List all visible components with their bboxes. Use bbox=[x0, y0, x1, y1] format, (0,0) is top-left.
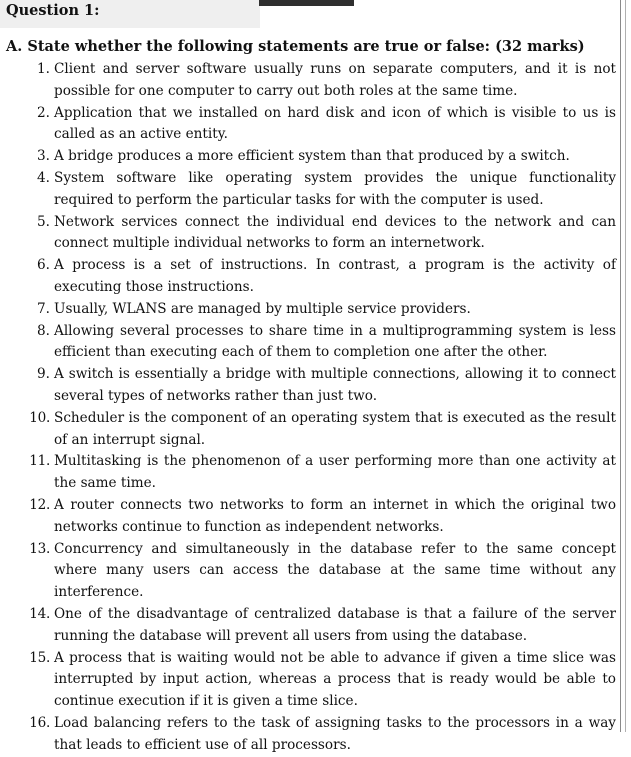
statement-item bbox=[20, 321, 616, 365]
statement-item bbox=[20, 495, 616, 539]
statement-item bbox=[20, 212, 616, 256]
statement-text: Allowing several processes to share time in a multiprogramming system is less efficient than executing each of them to completion one after the other. bbox=[54, 322, 616, 361]
page-edge-divider bbox=[625, 0, 626, 732]
statement-text: Usually, WLANS are managed by multiple service providers. bbox=[54, 300, 471, 317]
statement-text: One of the disadvantage of centralized database is that a failure of the server running the database will prevent all users from using the database. bbox=[54, 605, 616, 644]
statement-number: 12. bbox=[29, 496, 50, 513]
statement-item bbox=[20, 59, 616, 103]
statement-text: A router connects two networks to form an internet in which the original two networks continue to function as independent networks. bbox=[54, 496, 616, 535]
statement-text: Application that we installed on hard disk and icon of which is visible to us is called as an active entity. bbox=[54, 104, 616, 143]
statement-text: A process that is waiting would not be able to advance if given a time slice was interrupted by input action, whereas a process that is ready would be able to continue execution if it is given a time slice. bbox=[54, 649, 616, 710]
statement-number: 9. bbox=[37, 366, 50, 383]
statement-item bbox=[20, 539, 616, 604]
section-heading: A. State whether the following statements are true or false: (32 marks) bbox=[6, 38, 585, 55]
statement-number: 3. bbox=[37, 148, 50, 165]
statement-number: 13. bbox=[29, 540, 50, 557]
statement-item bbox=[20, 299, 616, 321]
statement-number: 10. bbox=[29, 409, 50, 426]
statement-item bbox=[20, 451, 616, 495]
statement-number: 6. bbox=[37, 257, 50, 274]
statement-number: 2. bbox=[37, 104, 50, 121]
statement-text: Network services connect the individual end devices to the network and can connect multiple individual networks to form an internetwork. bbox=[54, 213, 616, 252]
statement-number: 15. bbox=[29, 649, 50, 666]
statement-number: 5. bbox=[37, 213, 50, 230]
statement-number: 8. bbox=[37, 322, 50, 339]
statement-text: Multitasking is the phenomenon of a user performing more than one activity at the same time. bbox=[54, 453, 616, 492]
statement-item bbox=[20, 648, 616, 713]
statement-list bbox=[20, 59, 616, 757]
statement-text: A switch is essentially a bridge with multiple connections, allowing it to connect several types of networks rather than just two. bbox=[54, 366, 616, 404]
statement-text: Scheduler is the component of an operating system that is executed as the result of an interrupt signal. bbox=[54, 409, 616, 448]
statement-text: A process is a set of instructions. In contrast, a program is the activity of executing those instructions. bbox=[54, 257, 616, 295]
statement-item bbox=[20, 713, 616, 757]
statement-number: 14. bbox=[29, 605, 50, 622]
statement-item bbox=[20, 103, 616, 147]
statement-item bbox=[20, 255, 616, 299]
statement-text: Concurrency and simultaneously in the database refer to the same concept where many users can access the database at the same time without any interference. bbox=[54, 540, 616, 601]
statement-text: System software like operating system provides the unique functionality required to perform the particular tasks for with the computer is used. bbox=[54, 169, 616, 208]
statement-item bbox=[20, 146, 616, 168]
statement-text: A bridge produces a more efficient system than that produced by a switch. bbox=[54, 148, 570, 165]
question-title: Question 1: bbox=[6, 2, 100, 19]
statement-number: 11. bbox=[29, 453, 50, 470]
statement-number: 1. bbox=[37, 61, 50, 77]
statement-item bbox=[20, 364, 616, 408]
statement-number: 7. bbox=[37, 300, 50, 317]
statement-number: 4. bbox=[37, 169, 50, 186]
statement-text: Client and server software usually runs on separate computers, and it is not possible for one computer to carry out both roles at the same time. bbox=[54, 61, 616, 99]
statement-item bbox=[20, 168, 616, 212]
statement-item bbox=[20, 604, 616, 648]
statement-item bbox=[20, 408, 616, 452]
statement-text: Load balancing refers to the task of assigning tasks to the processors in a way that leads to efficient use of all processors. bbox=[54, 714, 616, 753]
statement-number: 16. bbox=[29, 714, 50, 731]
